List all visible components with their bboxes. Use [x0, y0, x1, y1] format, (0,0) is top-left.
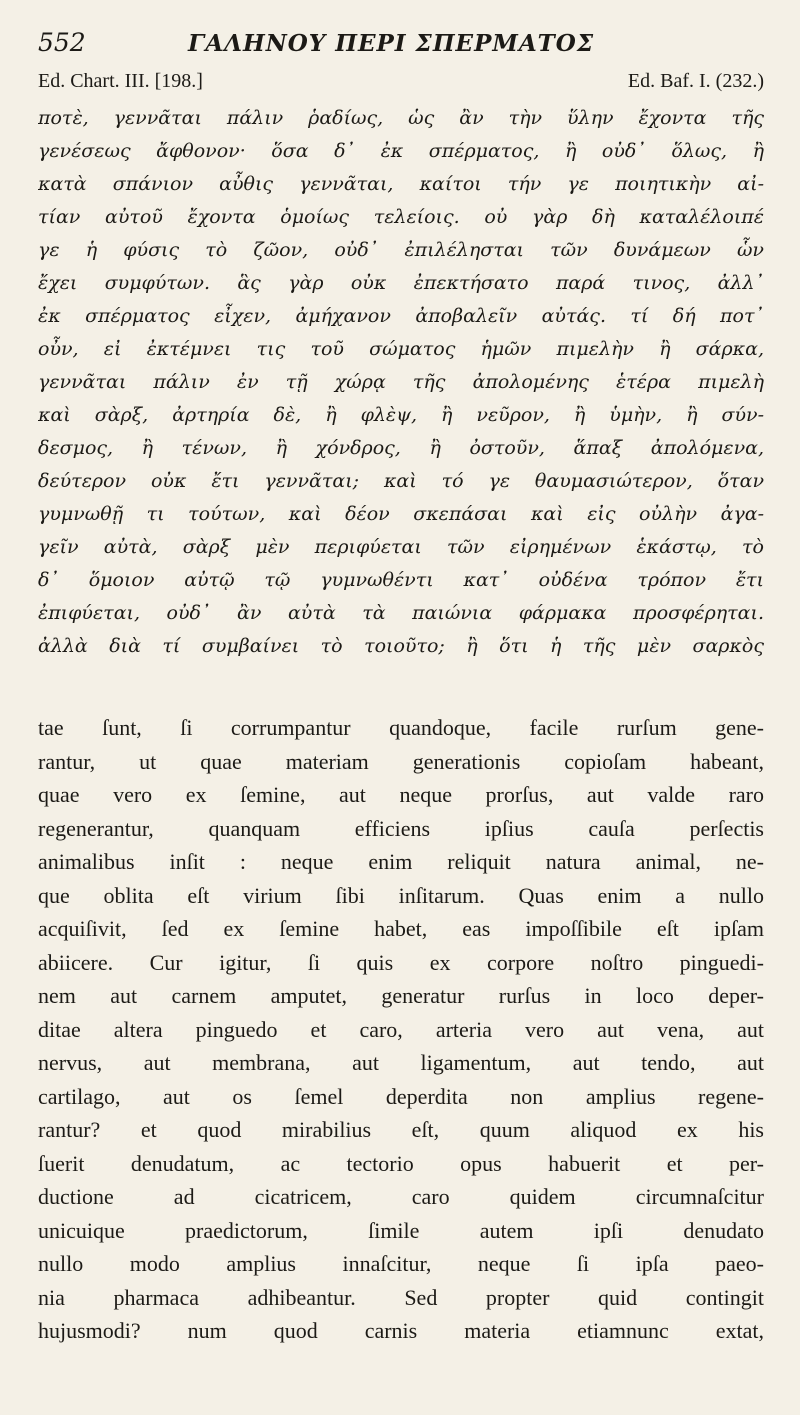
column-separator — [38, 663, 764, 711]
greek-line: γεννᾶται πάλιν ἐν τῇ χώρᾳ τῆς ἀπολομένης ἑτέρα πιμελὴ — [38, 371, 764, 393]
latin-line: abiicere. Cur igitur, ſi quis ex corpore noſtro pinguedi- — [38, 949, 764, 975]
edition-chart-ref: Ed. Chart. III. [198.] — [38, 70, 203, 92]
greek-line: ἐκ σπέρματος εἶχεν, ἀμήχανον ἀποβαλεῖν αὐτάς. τί δή ποτ᾽ — [38, 305, 764, 327]
greek-line: ποτὲ, γεννᾶται πάλιν ῥαδίως, ὡς ἂν τὴν ὕλην ἔχοντα τῆς — [38, 107, 764, 129]
greek-line: οὖν, εἰ ἐκτέμνει τις τοῦ σώματος ἡμῶν πιμελὴν ἢ σάρκα, — [38, 338, 764, 360]
latin-line: nem aut carnem amputet, generatur rurſus in loco deper- — [38, 983, 764, 1008]
latin-line: nervus, aut membrana, aut ligamentum, aut tendo, aut — [38, 1050, 764, 1075]
greek-line: δ᾽ ὅμοιον αὐτῷ τῷ γυμνωθέντι κατ᾽ οὐδένα τρόπον ἔτι — [38, 569, 764, 591]
edition-basel-ref: Ed. Baf. I. (232.) — [627, 70, 764, 92]
greek-line: γεῖν αὐτὰ, σὰρξ μὲν περιφύεται τῶν εἰρημένων ἑκάστῳ, τὸ — [38, 536, 764, 558]
greek-line: ἐπιφύεται, οὐδ᾽ ἂν αὐτὰ τὰ παιώνια φάρμακα προσφέρηται. — [38, 602, 764, 624]
latin-line: tae ſunt, ſi corrumpantur quandoque, facile rurſum gene- — [38, 715, 764, 740]
greek-line: γε ἡ φύσις τὸ ζῶον, οὐδ᾽ ἐπιλέλησται τῶν δυνάμεων ὧν — [38, 239, 764, 261]
latin-line: rantur? et quod mirabilius eſt, quum aliquod ex his — [38, 1117, 764, 1142]
running-head — [38, 28, 764, 68]
latin-line: quae vero ex ſemine, aut neque prorſus, aut valde raro — [38, 782, 764, 807]
latin-line: que oblita eſt virium ſibi inſitarum. Quas enim a nullo — [38, 882, 764, 908]
latin-line: ditae altera pinguedo et caro, arteria vero aut vena, aut — [38, 1016, 764, 1042]
greek-line: τίαν αὐτοῦ ἔχοντα ὁμοίως τελείοις. οὐ γὰρ δὴ καταλέλοιπέ — [38, 206, 764, 228]
latin-line: unicuique praedictorum, ſimile autem ipſi denudato — [38, 1217, 764, 1243]
greek-line: δεύτερον οὐκ ἔτι γεννᾶται; καὶ τό γε θαυμασιώτερον, ὅταν — [38, 470, 764, 492]
latin-line: ſuerit denudatum, ac tectorio opus habuerit et per- — [38, 1150, 764, 1176]
edition-references — [38, 70, 764, 100]
greek-line: κατὰ σπάνιον αὖθις γεννᾶται, καίτοι τήν γε ποιητικὴν αἰ- — [38, 173, 764, 195]
latin-line: rantur, ut quae materiam generationis copioſam habeant, — [38, 748, 764, 774]
greek-line: ἀλλὰ διὰ τί συμβαίνει τὸ τοιοῦτο; ἢ ὅτι ἡ τῆς μὲν σαρκὸς — [38, 635, 764, 657]
latin-line: cartilago, aut os ſemel deperdita non amplius regene- — [38, 1083, 764, 1109]
latin-line: nullo modo amplius innaſcitur, neque ſi ipſa paeo- — [38, 1251, 764, 1276]
latin-line: regenerantur, quanquam efficiens ipſius cauſa perſectis — [38, 815, 764, 841]
latin-line: hujusmodi? num quod carnis materia etiamnunc extat, — [38, 1318, 764, 1343]
greek-line: ἔχει συμφύτων. ἃς γὰρ οὐκ ἐπεκτήσατο παρά τινος, ἀλλ᾽ — [38, 272, 764, 294]
latin-line: ductione ad cicatricem, caro quidem circumnaſcitur — [38, 1184, 764, 1209]
latin-line: acquiſivit, ſed ex ſemine habet, eas impoſſibile eſt ipſam — [38, 916, 764, 941]
running-title: ΓΑΛΗΝΟΥ ΠΕΡΙ ΣΠΕΡΜΑΤΟΣ — [188, 30, 595, 57]
greek-line: καὶ σὰρξ, ἀρτηρία δὲ, ἢ φλὲψ, ἢ νεῦρον, ἢ ὑμὴν, ἢ σύν- — [38, 404, 764, 426]
greek-line: γενέσεως ἄφθονον· ὅσα δ᾽ ἐκ σπέρματος, ἢ οὐδ᾽ ὅλως, ἢ — [38, 140, 764, 162]
greek-text-block — [38, 102, 764, 663]
greek-line: δεσμος, ἢ τένων, ἢ χόνδρος, ἢ ὀστοῦν, ἅπαξ ἀπολόμενα, — [38, 437, 764, 459]
greek-line: γυμνωθῇ τι τούτων, καὶ δέον σκεπάσαι καὶ εἰς οὐλὴν ἀγα- — [38, 503, 764, 525]
latin-text-block — [38, 711, 764, 1348]
latin-line: animalibus inſit : neque enim reliquit natura animal, ne- — [38, 849, 764, 874]
page-number: 552 — [38, 28, 86, 57]
latin-line: nia pharmaca adhibeantur. Sed propter quid contingit — [38, 1284, 764, 1310]
